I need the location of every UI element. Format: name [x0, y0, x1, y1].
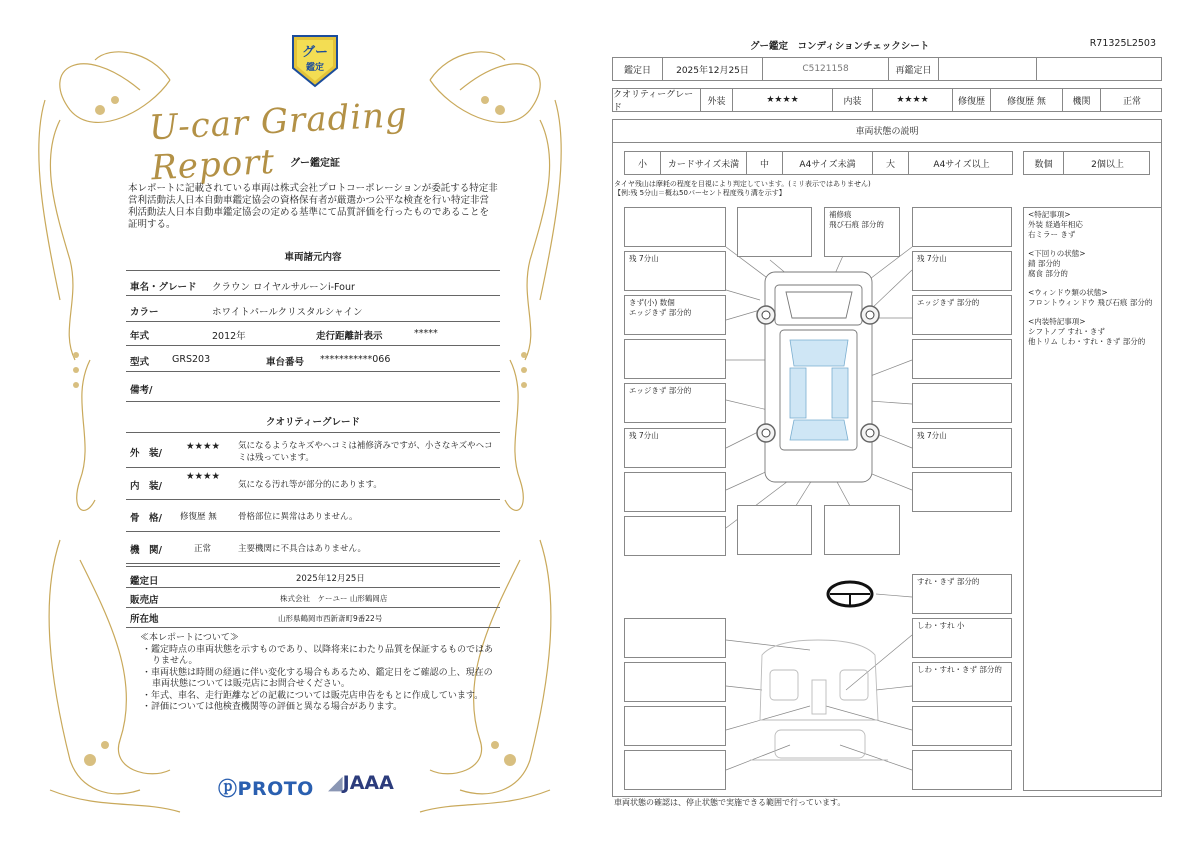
interior-stars: ★★★★: [873, 89, 953, 111]
exterior-stars: ★★★★: [733, 89, 833, 111]
diagram-box-left-1: 残 7分山: [624, 251, 726, 291]
engine-value: 正常: [1122, 96, 1141, 107]
repair-history-label: 修復歴: [953, 89, 991, 111]
engine-row: [126, 532, 500, 564]
diagram-box: [912, 383, 1012, 423]
frame-label: 骨 格/: [130, 513, 162, 524]
mileage-label: 走行距離計表示: [316, 331, 383, 342]
car-name-value: クラウン ロイヤルサルーンi-Four: [212, 282, 355, 293]
interior-label: 内装: [833, 89, 873, 111]
color-value: ホワイトパールクリスタルシャイン: [212, 307, 363, 318]
inspection-date-label: 鑑定日: [613, 58, 663, 80]
report-notes: [140, 633, 500, 714]
year-row: [126, 322, 500, 346]
diagram-box-left-4: エッジきず 部分的: [624, 383, 726, 423]
interior-label: 内 装/: [130, 481, 162, 492]
diagram-box: [624, 339, 726, 379]
exterior-row: [126, 432, 500, 468]
address-value: 山形県鶴岡市西新斎町9番22号: [278, 614, 383, 623]
size-large: 大: [873, 152, 909, 174]
interior-row: [126, 468, 500, 500]
special-note: 右ミラー きず: [1028, 230, 1076, 239]
diagram-box-top-center: 補修痕 飛び石痕 部分的: [824, 207, 900, 257]
mileage-value: *****: [414, 328, 438, 339]
car-name-row: [126, 270, 500, 296]
condition-heading: 車両状態の説明: [612, 119, 1162, 143]
size-large-desc: A4サイズ以上: [933, 159, 990, 170]
count-label: 数個: [1024, 152, 1064, 174]
diagram-box: [824, 505, 900, 555]
size-small-desc: カードサイズ未満: [661, 152, 747, 174]
engine-label: 機関: [1063, 89, 1101, 111]
diagram-box-right-2: エッジきず 部分的: [912, 295, 1012, 335]
diagram-box-steering: すれ・きず 部分的: [912, 574, 1012, 614]
exterior-label: 外装: [701, 89, 733, 111]
model-label: 型式: [130, 357, 150, 368]
certificate-intro: 本レポートに記載されている車両は株式会社プロトコーポレーションが委託する特定非営利活動法人日本自動車鑑定協会の資格保有者が厳選かつ公平な検査を行い特定非営利活動法人日本自動車鑑定協会の定める基準にて品質評価を行ったものであることを証明する。: [128, 183, 498, 230]
model-value: GRS203: [172, 354, 211, 365]
engine-text: 主要機関に不具合はありません。: [238, 544, 367, 554]
engine-label: 機 関/: [130, 545, 162, 556]
tire-note-line-2: 【例:残 5分山＝概ね50パーセント程度残り溝を示す】: [614, 189, 786, 197]
sheet-footer-note: 車両状態の確認は、停止状態で実施できる範囲で行っています。: [614, 798, 846, 807]
sheet-reference: R71325L2503: [1089, 38, 1156, 49]
diagram-box: [624, 207, 726, 247]
diagram-box: [737, 207, 812, 257]
svg-text:鑑定: 鑑定: [305, 63, 325, 73]
proto-logo: ⓟPROTO: [218, 778, 314, 800]
count-desc: 2個以上: [1091, 159, 1124, 170]
diagram-box: [624, 750, 726, 790]
diagram-box-right-1: 残 7分山: [912, 251, 1012, 291]
diagram-box: [737, 505, 812, 555]
condition-notes: [1023, 207, 1162, 791]
chassis-value: ***********066: [320, 354, 391, 365]
window-heading: <ウィンドウ類の状態>: [1028, 288, 1108, 297]
tire-note-line-1: タイヤ残山は摩耗の程度を目視により判定しています。(ミリ表示ではありません): [614, 180, 871, 188]
specs-heading: 車両諸元内容: [284, 252, 342, 263]
underbody-note: 錆 部分的: [1028, 259, 1061, 268]
note-item: ・車両状態は時間の経過に伴い変化する場合もあるため、鑑定日をご確認の上、現在の車両状態については販売店にお問合せください。: [142, 667, 493, 689]
note-item: ・年式、車名、走行距離などの記載については販売店申告をもとに作成しています。: [142, 690, 484, 701]
interior-note: 他トリム しわ・すれ・きず 部分的: [1028, 337, 1146, 346]
diagram-box-right-5: 残 7分山: [912, 428, 1012, 468]
frame-row: [126, 500, 500, 532]
diagram-box-left-2: きず(小) 数個 エッジきず 部分的: [624, 295, 726, 335]
diagram-box-interior-2: しわ・すれ・きず 部分的: [912, 662, 1012, 702]
diagram-box-left-5: 残 7分山: [624, 428, 726, 468]
remarks-label: 備考/: [130, 385, 153, 396]
exterior-label: 外 装/: [130, 448, 162, 459]
color-label: カラー: [130, 307, 159, 318]
car-name-label: 車名・グレード: [130, 282, 197, 293]
special-notes-heading: <特記事項>: [1028, 210, 1071, 219]
exterior-stars: ★★★★: [186, 441, 221, 452]
date-label: 鑑定日: [130, 576, 159, 587]
address-label: 所在地: [130, 614, 159, 625]
notes-heading: ≪本レポートについて≫: [140, 633, 239, 643]
remarks-row: [126, 372, 500, 402]
recheck-date-label: 再鑑定日: [889, 58, 939, 80]
year-label: 年式: [130, 331, 150, 342]
window-note: フロントウィンドウ 飛び石痕 部分的: [1028, 298, 1153, 307]
inspection-code: C5121158: [763, 58, 889, 80]
frame-value: 修復歴 無: [180, 512, 217, 522]
interior-notes-heading: <内装特記事項>: [1028, 317, 1086, 326]
date-value: 2025年12月25日: [296, 574, 365, 584]
underbody-heading: <下回りの状態>: [1028, 249, 1086, 258]
sheet-title: グー鑑定 コンディションチェックシート: [750, 41, 930, 52]
diagram-box-interior-1: しわ・すれ 小: [912, 618, 1012, 658]
frame-text: 骨格部位に異常はありません。: [238, 512, 358, 522]
interior-note: シフトノブ すれ・きず: [1028, 327, 1105, 336]
date-row: [126, 566, 500, 588]
size-mid-desc: A4サイズ未満: [783, 152, 873, 174]
inspection-date-value: 2025年12月25日: [663, 58, 763, 80]
diagram-box: [912, 207, 1012, 247]
underbody-note: 腐食 部分的: [1028, 269, 1068, 278]
size-mid: 中: [747, 152, 783, 174]
repair-history-value: 修復歴 無: [991, 89, 1063, 111]
certificate-subtitle: グー鑑定証: [290, 158, 340, 169]
report-script-title: U-car Grading Report: [148, 94, 409, 189]
address-row: [126, 608, 500, 628]
color-row: [126, 296, 500, 322]
diagram-box: [912, 472, 1012, 512]
shop-label: 販売店: [130, 595, 159, 606]
diagram-box: [624, 516, 726, 556]
diagram-box: [912, 339, 1012, 379]
quality-grade-label: クオリティーグレード: [613, 89, 701, 111]
diagram-box: [912, 706, 1012, 746]
note-item: ・鑑定時点の車両状態を示すものであり、以降将来にわたり品質を保証するものではありません。: [142, 644, 494, 666]
grade-heading: クオリティーグレード: [265, 417, 361, 428]
chassis-label: 車台番号: [266, 357, 305, 368]
year-value: 2012年: [212, 331, 246, 342]
diagram-box: [624, 472, 726, 512]
shop-row: [126, 588, 500, 608]
svg-text:グー: グー: [301, 45, 329, 60]
interior-stars: ★★★★: [186, 471, 221, 482]
shop-value: 株式会社 ケーユー 山形鶴岡店: [280, 594, 388, 603]
goo-kantei-badge-icon: [289, 32, 341, 90]
model-row: [126, 346, 500, 372]
special-note: 外装 経過年相応: [1028, 220, 1083, 229]
diagram-box: [624, 662, 726, 702]
engine-value: 正常: [194, 544, 212, 554]
jaaa-logo: ◢JAAA: [328, 772, 394, 794]
diagram-box: [912, 750, 1012, 790]
interior-text: 気になる汚れ等が部分的にあります。: [238, 480, 382, 490]
note-item: ・評価については他検査機関等の評価と異なる場合があります。: [142, 702, 403, 712]
diagram-box: [624, 618, 726, 658]
condition-check-sheet: [600, 0, 1200, 848]
exterior-text: 気になるようなキズやヘコミは補修済みですが、小さなキズやヘコミは残っています。: [238, 441, 493, 463]
diagram-box: [624, 706, 726, 746]
size-small: 小: [625, 152, 661, 174]
